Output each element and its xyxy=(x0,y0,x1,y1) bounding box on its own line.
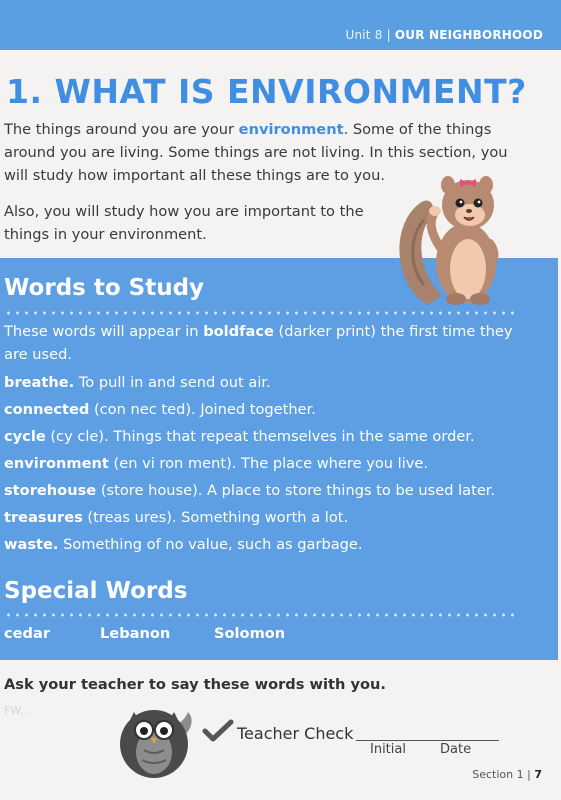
squirrel-illustration xyxy=(398,165,510,313)
ask-teacher-instruction: Ask your teacher to say these words with you. xyxy=(4,676,386,693)
footer-separator: | xyxy=(527,768,531,781)
term-word: environment xyxy=(4,455,109,472)
term-definition: (treas ures). Something worth a lot. xyxy=(82,509,349,526)
term-row xyxy=(4,455,428,472)
teacher-check-label: Teacher Check xyxy=(237,724,354,743)
words-intro-before: These words will appear in xyxy=(4,323,204,340)
term-definition: To pull in and send out air. xyxy=(74,374,271,391)
initial-label: Initial xyxy=(370,742,406,757)
words-intro xyxy=(4,320,524,366)
words-panel xyxy=(0,258,558,660)
second-paragraph: Also, you will study how you are important to the things in your environment. xyxy=(4,203,364,243)
header-band xyxy=(0,0,561,50)
intro-text-after: . Some of the things around you are living. Some things are not living. In this section, you will study how important all these things are to you. xyxy=(4,121,508,184)
term-definition: (en vi ron ment). The place where you live. xyxy=(108,455,429,472)
term-definition: (cy cle). Things that repeat themselves in the same order. xyxy=(45,428,475,445)
term-row xyxy=(4,374,271,391)
checkmark-icon xyxy=(202,718,234,744)
term-word: connected xyxy=(4,401,90,418)
term-word: storehouse xyxy=(4,482,97,499)
unit-header xyxy=(345,28,543,42)
term-row xyxy=(4,482,495,499)
term-word: treasures xyxy=(4,509,83,526)
words-intro-bold: boldface xyxy=(203,323,274,340)
intro-highlight-word: environment xyxy=(238,121,344,138)
footer-section: Section 1 xyxy=(472,768,524,781)
signature-line xyxy=(356,740,499,741)
special-words-heading: Special Words xyxy=(4,578,188,604)
special-word: Lebanon xyxy=(100,625,171,642)
bleed-through-text: FW... xyxy=(4,704,31,717)
unit-title: OUR NEIGHBORHOOD xyxy=(394,28,543,42)
term-definition: Something of no value, such as garbage. xyxy=(58,536,363,553)
term-row xyxy=(4,536,363,553)
unit-number: Unit 8 xyxy=(345,28,383,42)
term-definition: (store house). A place to store things to be used later. xyxy=(96,482,496,499)
term-row xyxy=(4,401,316,418)
term-word: cycle xyxy=(4,428,46,445)
term-word: waste. xyxy=(4,536,59,553)
date-label: Date xyxy=(440,742,472,757)
term-row xyxy=(4,509,348,526)
dotted-divider xyxy=(4,613,516,617)
term-word: breathe. xyxy=(4,374,75,391)
words-to-study-heading: Words to Study xyxy=(4,275,205,301)
page-number: 7 xyxy=(534,768,542,781)
words-intro-after: (darker print) the first time they are used. xyxy=(4,323,513,363)
term-definition: (con nec ted). Joined together. xyxy=(89,401,316,418)
special-word: cedar xyxy=(4,625,51,642)
owl-mascot xyxy=(118,700,200,780)
special-word: Solomon xyxy=(214,625,286,642)
section-title: 1. WHAT IS ENVIRONMENT? xyxy=(6,72,527,111)
intro-text-before: The things around you are your xyxy=(4,121,239,138)
header-separator: | xyxy=(386,28,391,42)
term-row xyxy=(4,428,475,445)
page-footer xyxy=(472,768,542,781)
